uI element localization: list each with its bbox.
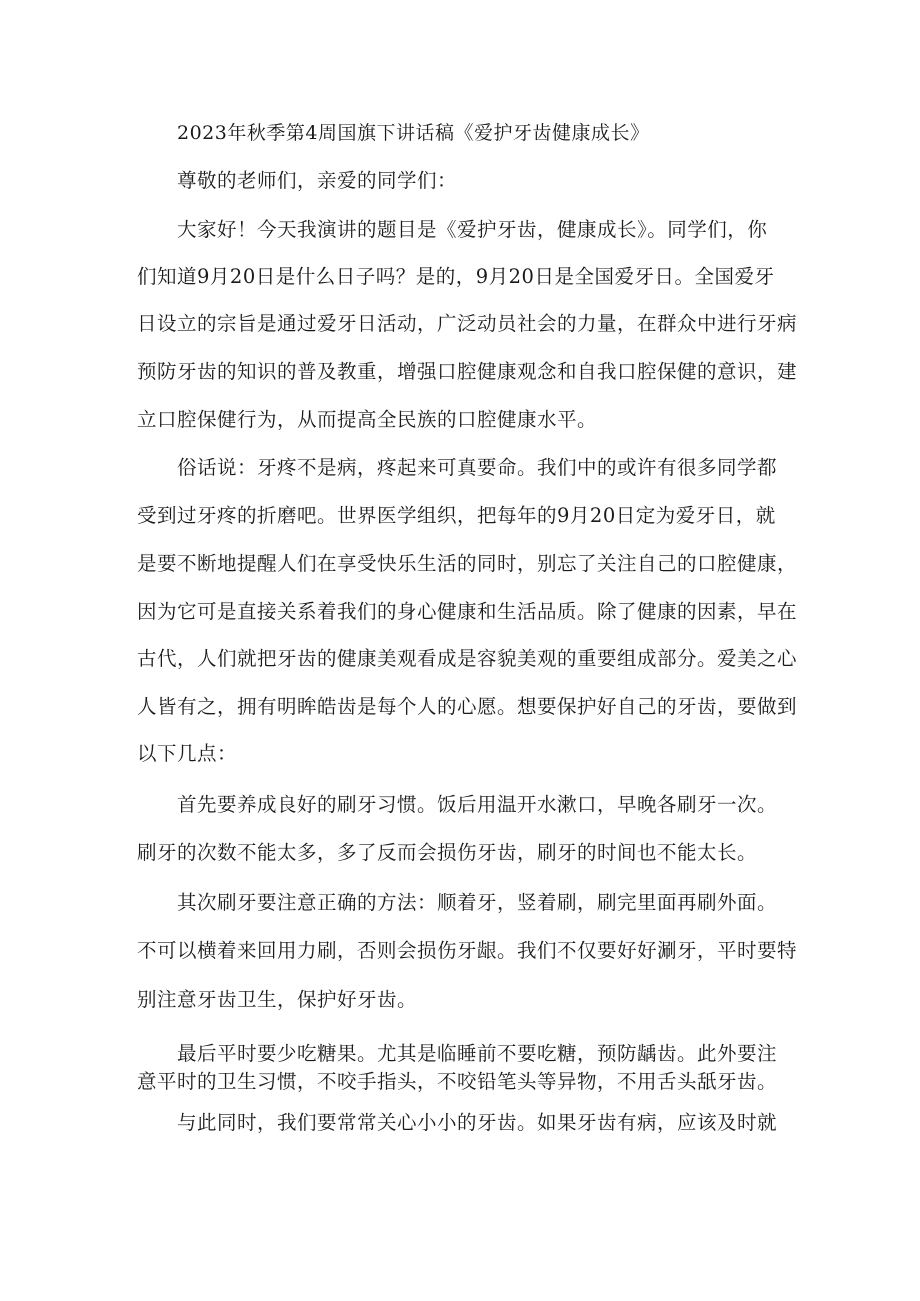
paragraph-line: 与此同时，我们要常常关心小小的牙齿。如果牙齿有病，应该及时就: [177, 1111, 778, 1134]
paragraph-line: 古代，人们就把牙齿的健康美观看成是容貌美观的重要组成部分。爱美之心: [137, 647, 798, 670]
paragraph-line: 日设立的宗旨是通过爱牙日活动，广泛动员社会的力量，在群众中进行牙病: [137, 312, 798, 335]
paragraph-line: 首先要养成良好的刷牙习惯。饭后用温开水漱口，早晚各刷牙一次。: [177, 793, 778, 816]
paragraph-line: 不可以横着来回用力刷，否则会损伤牙龈。我们不仅要好好涮牙，平时要特: [137, 939, 798, 962]
paragraph-line: 其次刷牙要注意正确的方法：顺着牙，竖着刷，刷完里面再刷外面。: [177, 891, 778, 914]
paragraph-line: 人皆有之，拥有明眸皓齿是每个人的心愿。想要保护好自己的牙齿，要做到: [137, 695, 798, 718]
paragraph-line: 们知道9月20日是什么日子吗？是的，9月20日是全国爱牙日。全国爱牙: [137, 265, 775, 288]
greeting: 尊敬的老师们，亲爱的同学们：: [177, 169, 458, 192]
paragraph-line: 受到过牙疼的折磨吧。世界医学组织，把每年的9月20日定为爱牙日，就: [137, 504, 776, 527]
paragraph-line: 因为它可是直接关系着我们的身心健康和生活品质。除了健康的因素，早在: [137, 600, 798, 623]
paragraph-line: 以下几点：: [137, 742, 238, 765]
paragraph-line: 最后平时要少吃糖果。尤其是临睡前不要吃糖，预防龋齿。此外要注: [177, 1042, 778, 1065]
paragraph-line: 是要不断地提醒人们在享受快乐生活的同时，别忘了关注自己的口腔健康，: [137, 552, 798, 575]
paragraph-line: 刷牙的次数不能太多，多了反而会损伤牙齿，刷牙的时间也不能太长。: [137, 841, 758, 864]
document-title: 2023年秋季第4周国旗下讲话稿《爱护牙齿健康成长》: [177, 122, 650, 144]
paragraph-line: 别注意牙齿卫生，保护好牙齿。: [137, 988, 418, 1011]
paragraph-line: 意平时的卫生习惯，不咬手指头，不咬铅笔头等异物，不用舌头舐牙齿。: [137, 1070, 778, 1093]
paragraph-line: 俗话说：牙疼不是病，疼起来可真要命。我们中的或许有很多同学都: [177, 456, 778, 479]
paragraph-line: 立口腔保健行为，从而提高全民族的口腔健康水平。: [137, 408, 598, 431]
paragraph-line: 预防牙齿的知识的普及教重，增强口腔健康观念和自我口腔保健的意识，建: [137, 360, 798, 383]
paragraph-line: 大家好！今天我演讲的题目是《爱护牙齿，健康成长》。同学们，你: [177, 218, 768, 241]
